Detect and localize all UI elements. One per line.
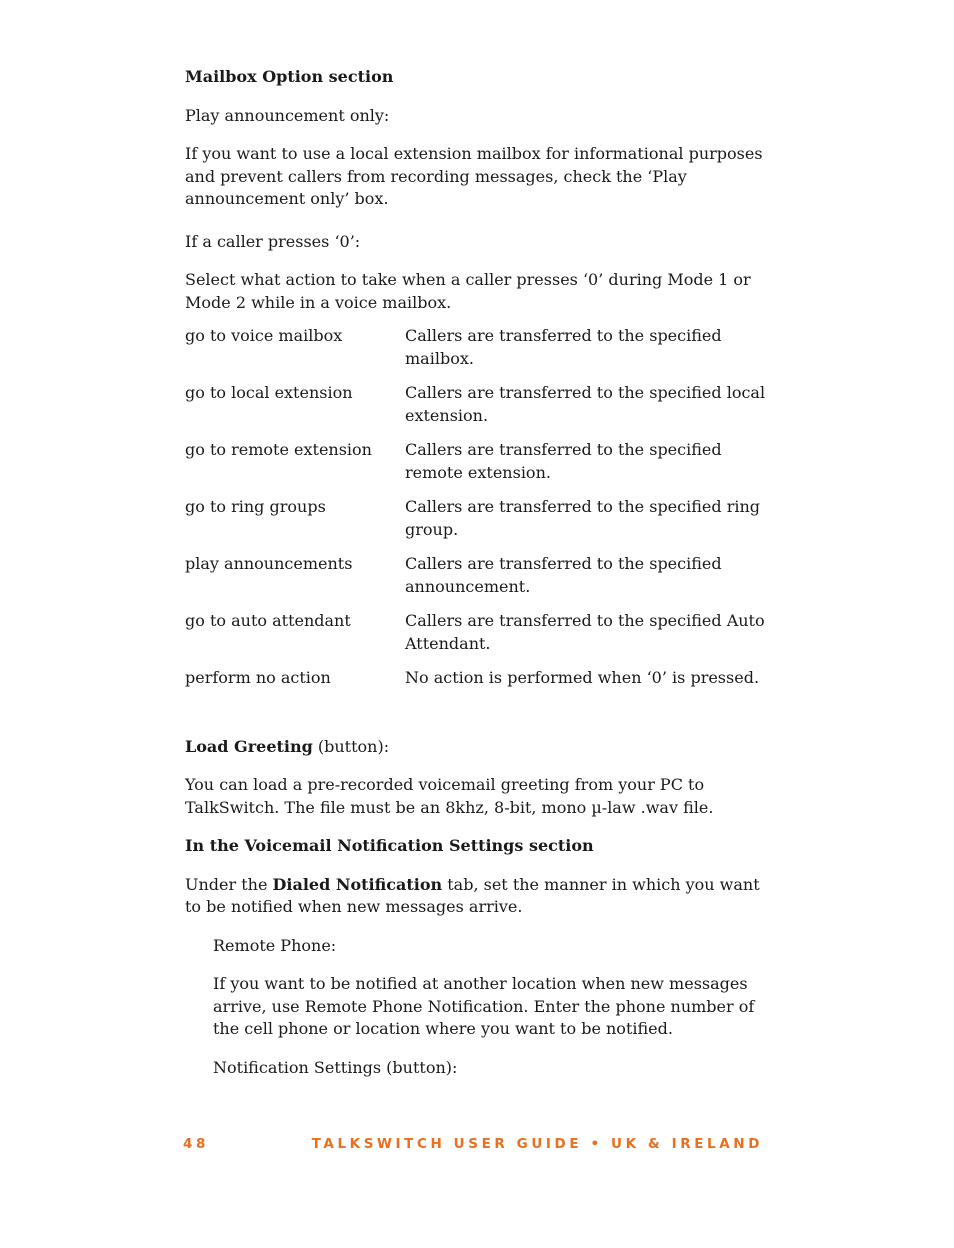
action-name: go to voice mailbox: [185, 326, 343, 345]
action-name: play announcements: [185, 554, 353, 573]
load-greeting-bold: Load Greeting: [185, 736, 313, 756]
action-name: go to auto attendant: [185, 611, 351, 630]
page-content: [185, 66, 770, 1079]
action-description: Callers are transferred to the specified mailbox.: [405, 326, 722, 368]
action-name: go to remote extension: [185, 440, 372, 459]
action-description: Callers are transferred to the specified remote extension.: [405, 440, 722, 482]
action-description: Callers are transferred to the specified local extension.: [405, 383, 766, 425]
caller-presses-label: If a caller presses ‘0’:: [185, 231, 361, 251]
action-description: Callers are transferred to the specified announcement.: [405, 554, 722, 596]
action-description: No action is performed when ‘0’ is pressed.: [405, 668, 760, 687]
load-greeting-label: [185, 736, 770, 759]
load-greeting-description: You can load a pre-recorded voicemail greeting from your PC to TalkSwitch. The file must be an 8khz, 8-bit, mono µ-law .wav file.: [185, 775, 714, 817]
notification-settings-label: Notification Settings (button):: [213, 1057, 458, 1077]
dialed-notification-tab-name: Dialed Notification: [272, 874, 443, 894]
mailbox-option-heading: Mailbox Option section: [185, 67, 394, 86]
play-announcement-description: If you want to use a local extension mailbox for informational purposes and prevent callers from recording messages, check the ‘Play announcement only’ box.: [185, 144, 763, 208]
load-greeting-suffix: (button):: [312, 736, 390, 756]
caller-presses-description: Select what action to take when a caller presses ‘0’ during Mode 1 or Mode 2 while in a voice mailbox.: [185, 270, 751, 312]
action-description: Callers are transferred to the specified Auto Attendant.: [405, 611, 765, 653]
guide-title: TALKSWITCH USER GUIDE • UK & IRELAND: [311, 1136, 763, 1152]
table-row: [185, 439, 770, 496]
action-name: perform no action: [185, 668, 331, 687]
table-row: [185, 610, 770, 667]
table-row: [185, 667, 770, 702]
dialed-notification-intro: [185, 874, 770, 919]
voicemail-notification-heading: In the Voicemail Notification Settings section: [185, 836, 594, 855]
intro-suffix: tab, set the manner in which you want to be notified when new messages arrive.: [185, 874, 760, 916]
table-row: [185, 325, 770, 382]
remote-phone-description: If you want to be notified at another location when new messages arrive, use Remote Phone Notification. Enter the phone number of the cell phone or location where you want to be notified.: [213, 974, 755, 1038]
zero-key-actions-table: [185, 325, 770, 702]
table-row: [185, 553, 770, 610]
table-row: [185, 496, 770, 553]
table-row: [185, 382, 770, 439]
remote-phone-label: Remote Phone:: [213, 935, 337, 955]
page-number: 48: [183, 1136, 209, 1152]
action-name: go to ring groups: [185, 497, 326, 516]
play-announcement-label: Play announcement only:: [185, 105, 390, 125]
action-description: Callers are transferred to the specified ring group.: [405, 497, 761, 539]
intro-prefix: Under the: [185, 874, 273, 894]
action-name: go to local extension: [185, 383, 353, 402]
page-footer: [183, 1136, 763, 1152]
